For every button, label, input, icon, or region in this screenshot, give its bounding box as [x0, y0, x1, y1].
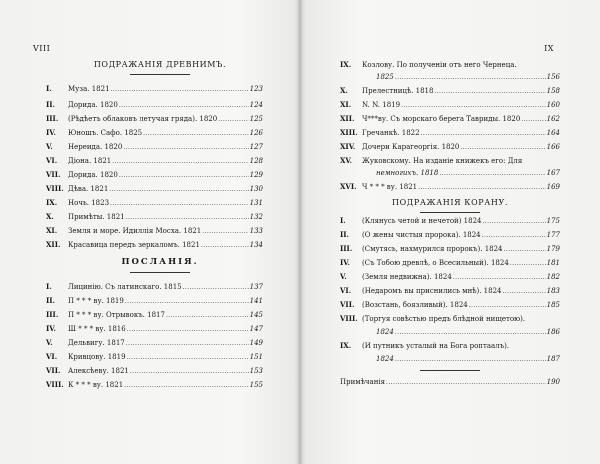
toc-entry-continuation: 1825 ..... 156 — [376, 72, 560, 83]
toc-entry-continuation: 1824 ..... 186 — [376, 327, 560, 338]
heading-rule — [130, 74, 190, 75]
toc-entry: V. Нереида. 1820 ..... 127 — [46, 142, 263, 153]
left-page — [0, 0, 296, 464]
section-heading-ancients: ПОДРАЖАНІЯ ДРЕВНИМЪ. — [93, 60, 227, 69]
toc-entry: VII. Дорида. 1820 ..... 129 — [46, 170, 263, 181]
toc-entry: X. Прелестницѣ. 1818 ..... 158 — [340, 86, 560, 97]
toc-entry: XII. Красавица передъ зеркаломъ. 1821 ..... 134 — [46, 240, 263, 251]
toc-entry: III. (Смутясь, нахмурился пророкъ). 1824 ..... 179 — [340, 244, 560, 255]
toc-entry: XII. Ч***ву. Съ морскаго берега Тавриды. 1820 ..... 162 — [340, 114, 560, 125]
toc-entry: VI. Діона. 1821 ..... 128 — [46, 156, 263, 167]
toc-entry-continuation: 1824 ..... 187 — [376, 354, 560, 365]
toc-entry: XIII. Гречанкѣ. 1822 ..... 164 — [340, 128, 560, 139]
heading-rule — [130, 272, 190, 273]
toc-entry: I. Муза. 1821 ..... 123 — [46, 84, 263, 95]
toc-entry: IX. (И путникъ усталый на Бога роптаалъ). — [340, 341, 510, 350]
toc-entry: XIV. Дочери Карагеоргія. 1820 ..... 166 — [340, 142, 560, 153]
toc-entry: V. (Земля недвижна). 1824 ..... 182 — [340, 272, 560, 283]
toc-entry: VII. (Возстань, боязливый). 1824 ..... 185 — [340, 300, 560, 311]
toc-entry: IX. Ночь. 1823 ..... 131 — [46, 198, 263, 209]
page-number-left: VIII — [33, 44, 51, 53]
toc-entry-continuation: немногихъ. 1818 ..... 167 — [376, 168, 560, 179]
toc-entry: XI. Земля и море. Идиллія Мосха. 1821 ..... 133 — [46, 226, 263, 237]
page-number-right: IX — [544, 44, 554, 53]
toc-entry: III. П * * * ву. Отрывокъ. 1817 ..... 145 — [46, 310, 263, 321]
toc-entry: VIII. Дѣва. 1821 ..... 130 — [46, 184, 263, 195]
section-rule — [420, 370, 480, 371]
toc-entry: VII. Алексѣеву. 1821 ..... 153 — [46, 366, 263, 377]
book-gutter — [297, 0, 303, 464]
toc-entry: III. (Рѣдѣетъ облаковъ летучая гряда). 1820 ..... 125 — [46, 114, 263, 125]
right-page — [304, 0, 600, 464]
toc-entry: IX. Козлову. По полученіи отъ него Чернеца. — [340, 60, 517, 69]
toc-entry: II. (О жены чистыя пророка). 1824 ..... 177 — [340, 230, 560, 241]
toc-entry: X. Примѣты. 1821 ..... 132 — [46, 212, 263, 223]
toc-entry: XVI. Ч * * * ву. 1821 ..... 169 — [340, 182, 560, 193]
toc-entry: V. Дельвигу. 1817 ..... 149 — [46, 338, 263, 349]
toc-entry: I. (Клянусь четой и нечетой) 1824 ..... 175 — [340, 216, 560, 227]
toc-entry: VIII. К * * * ву. 1821 ..... 155 — [46, 380, 263, 391]
heading-rule — [420, 212, 480, 213]
toc-entry: XV. Жуковскому. На изданіе книжекъ его: Для — [340, 156, 523, 165]
section-heading-koran: ПОДРАЖАНІЯ КОРАНУ. — [392, 198, 508, 207]
section-heading-epistles: ПОСЛАНІЯ. — [121, 257, 199, 267]
toc-entry: VIII. (Торгуя совѣстью предъ блѣдной нищетою). — [340, 314, 526, 323]
toc-entry: I. Лицинію. Съ латинскаго. 1815 ..... 137 — [46, 282, 263, 293]
toc-entry-notes: Примѣчанія ..... 190 — [340, 377, 560, 388]
toc-entry: II. П * * * ву. 1819 ..... 141 — [46, 296, 263, 307]
toc-entry: IV. Ш * * * ву. 1816 ..... 147 — [46, 324, 263, 335]
toc-entry: VI. (Недаромъ вы приснились мнѣ). 1824 ..... 183 — [340, 286, 560, 297]
toc-entry: IV. Юношъ. Сафо. 1825 ..... 126 — [46, 128, 263, 139]
toc-entry: II. Дорида. 1820 ..... 124 — [46, 100, 263, 111]
toc-entry: XI. N. N. 1819 ..... 160 — [340, 100, 560, 111]
toc-entry: VI. Кривцову. 1819 ..... 151 — [46, 352, 263, 363]
toc-entry: IV. (Съ Тобою древлѣ, о Всесильный). 1824 ..... 181 — [340, 258, 560, 269]
